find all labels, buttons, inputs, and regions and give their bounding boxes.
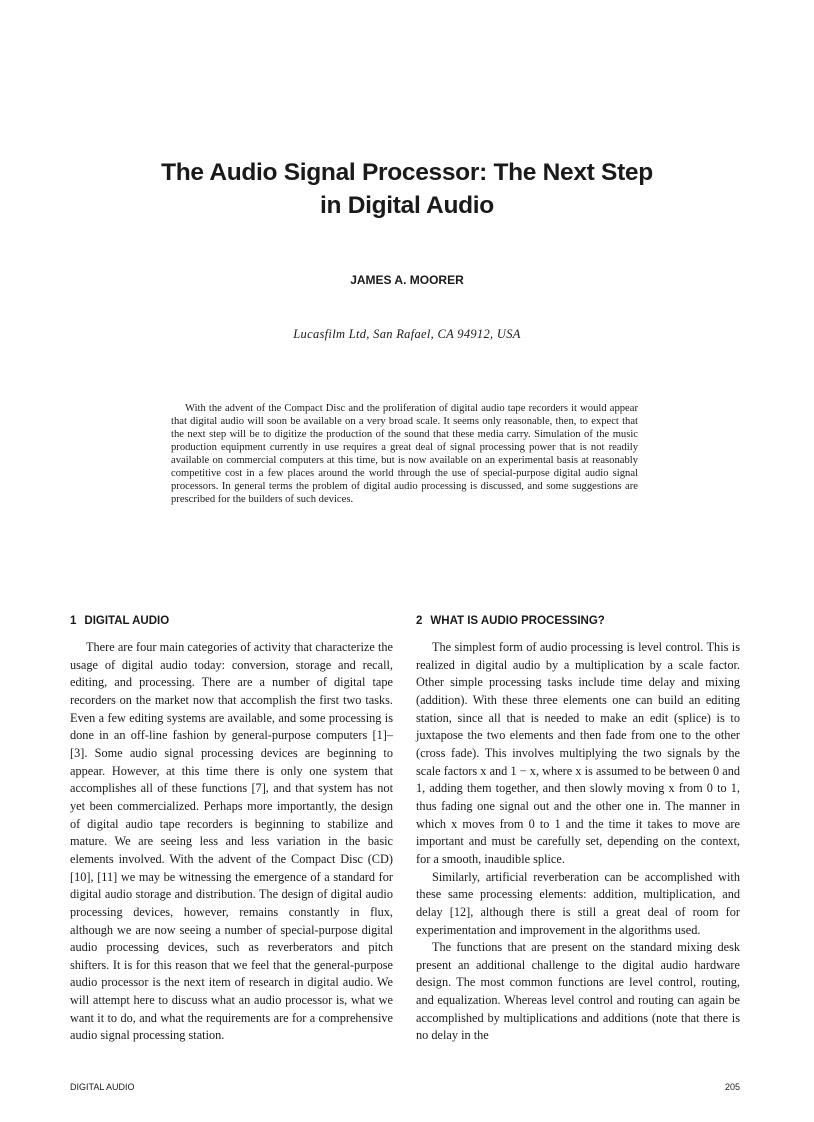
section-number: 1 bbox=[70, 615, 77, 627]
author-affiliation: Lucasfilm Ltd, San Rafael, CA 94912, USA bbox=[293, 327, 521, 341]
right-column bbox=[416, 639, 740, 1045]
body-paragraph: The functions that are present on the standard mixing desk present an additional challenge to the digital audio hardware design. The most common functions are level control, routing, and equalization. Whereas level control and routing can again be accomplished by multiplications and additions (note that there is no delay in the bbox=[416, 940, 740, 1043]
abstract: With the advent of the Compact Disc and the proliferation of digital audio tape recorders it would appear that digital audio will soon be available on a very broad scale. It seems only reasonable, then, to expect that the next step will be to digitize the production of the sound that these media carry. Simulation of the music production equipment currently in use requires a great deal of signal processing power that is not readily available on commercial computers at this time, but is now available on an experimental basis at reasonably competitive cost in a few places around the world through the use of special-purpose digital audio signal processors. In general terms the problem of digital audio processing is discussed, and some suggestions are prescribed for the builders of such devices. bbox=[171, 403, 638, 505]
title-line-1: The Audio Signal Processor: The Next Step bbox=[161, 159, 653, 186]
title-line-2: in Digital Audio bbox=[320, 192, 494, 219]
section-title: DIGITAL AUDIO bbox=[84, 615, 170, 627]
section-heading-2 bbox=[416, 615, 605, 627]
section-title: WHAT IS AUDIO PROCESSING? bbox=[430, 615, 605, 627]
paper-title bbox=[100, 156, 714, 222]
page-number: 205 bbox=[724, 1082, 740, 1092]
section-number: 2 bbox=[416, 615, 423, 627]
section-heading-1 bbox=[70, 615, 169, 627]
body-paragraph: Similarly, artificial reverberation can be accomplished with these same processing elements: addition, multiplication, and delay [12], although there is still a great deal of room for experimentation and improvement in the algorithms used. bbox=[416, 869, 740, 937]
body-paragraph: There are four main categories of activity that characterize the usage of digital audio today: conversion, storage and recall, editing, and processing. There are a number of digital tape recorders on the market now that accomplish the first two tasks. Even a few editing systems are available, and some processing is done in an off-line fashion by general-purpose computers [1]–[3]. Some audio signal processing devices are beginning to appear. However, at this time there is only one system that accomplishes all of these functions [7], and that system has not yet been commercialized. Perhaps more importantly, the design of digital audio tape recorders is beginning to stabilize and mature. We are seeing less and less variation in the basic elements involved. With the advent of the Compact Disc (CD) [10], [11] we may be witnessing the emergence of a standard for digital audio storage and distribution. The design of digital audio processing devices, however, remains constantly in flux, although we are now seeing a number of special-purpose digital audio processing devices, such as reverberators and pitch shifters. It is for this reason that we feel that the general-purpose audio processor is the next item of research in digital audio. We will attempt here to discuss what an audio processor is, what we want it to do, and what the requirements are for a comprehensive audio signal processing station. bbox=[70, 640, 393, 1043]
author-name: JAMES A. MOORER bbox=[350, 273, 464, 287]
left-column bbox=[70, 639, 393, 1045]
running-footer: DIGITAL AUDIO bbox=[70, 1082, 135, 1092]
body-paragraph: The simplest form of audio processing is level control. This is realized in digital audio by a multiplication by a scale factor. Other simple processing tasks include time delay and mixing (addition). With these three elements one can build an editing station, since all that is needed to make an edit (splice) is to juxtapose the two elements and then fade from one to the other (cross fade). This involves multiplying the two signals by the scale factors x and 1 − x, where x is assumed to be between 0 and 1, adding them together, and then slowly moving x from 0 to 1, thus fading one signal out and the other one in. The manner in which x moves from 0 to 1 and the time it takes to move are important and must be carefully set, depending on the context, for a smooth, inaudible splice. bbox=[416, 640, 740, 866]
